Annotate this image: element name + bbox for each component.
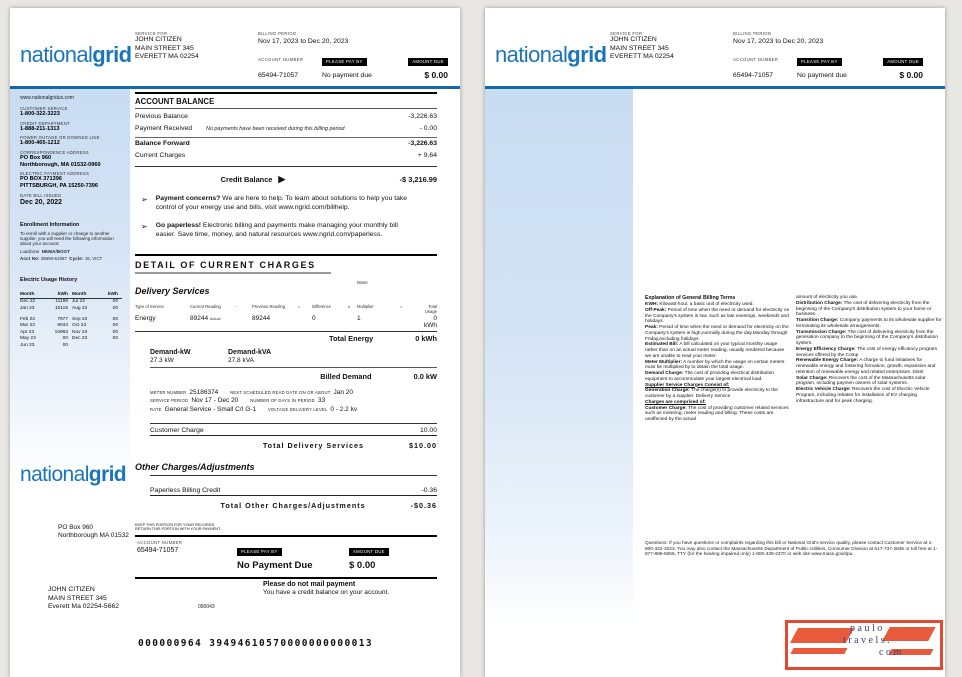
usage-history-title: Electric Usage History bbox=[20, 276, 78, 283]
section-divider bbox=[150, 475, 437, 476]
enrollment-title: Enrollment Information bbox=[20, 221, 80, 228]
credit-balance-row: Credit Balance ▶ -$ 3,216.99 bbox=[220, 174, 437, 184]
nationalgrid-logo bbox=[20, 42, 131, 68]
go-paperless-notice: ➢ Go paperless! Electronic billing and payments make managing your monthly bill easier. Save time, money, and natural resources www.ngrid.com/paperless. bbox=[141, 222, 398, 238]
billing-terms-left-column: Explanation of General Billing Terms KWH: Kilowatt-hour, a basic unit of electricity used. Off-Peak: Period of time when the need or demand for electricity on the Company's system is low, such as late evenings, weekends and holidays. Peak: Period of time when the need or demand for electricity on the Company's system is high,normally during the day,Monday through Friday,excluding holidays Estimated Bill: A bill calculated on your typical monthly usage rather than on an actual meter reading, usually rendered because we are unable to read your meter. Meter Multiplier: A number by which the usage on certain meters must be multiplied by to obtain the total usage. Demand Charge: The cost of providing electrical distribution equipment to accommodate your largest electrical load. Supplier Service Charges Consist of: Generation Charge: The charge(s) to provide electricity to the customer by a supplier. Delivery Service Charges are comprised of: Customer Charge: The cost of providing customer related services such as metering, meter reading and billing. These costs are unaffected by the actual bbox=[645, 295, 790, 422]
demand-values-row: 27.3 kW 27.8 kVA bbox=[150, 356, 437, 368]
website-link: www.nationalgridus.com bbox=[20, 95, 74, 101]
usage-row: Jan 23 10115 Aug 23 00 bbox=[20, 305, 118, 311]
electric-payment-line1: PO BOX 371396 bbox=[20, 176, 62, 182]
nationalgrid-logo: nationalgrid bbox=[495, 42, 607, 67]
detail-charges-title: DETAIL OF CURRENT CHARGES bbox=[135, 254, 437, 274]
power-outage-phone: 1-800-465-1212 bbox=[20, 140, 60, 146]
other-charges-title: Other Charges/Adjustments bbox=[135, 461, 255, 472]
credit-department-label: CREDIT DEPARTMENT bbox=[20, 120, 70, 126]
correspondence-line2: Northborough, MA 01532-0960 bbox=[20, 161, 101, 168]
billed-demand-row: Billed Demand 0.0 kW bbox=[320, 371, 437, 381]
power-outage-label: POWER OUTAGE OR DOWNED LINE bbox=[20, 135, 100, 140]
bill-page-front bbox=[10, 8, 460, 677]
previous-balance-row: Previous Balance -3,226.63 bbox=[135, 112, 437, 120]
stub-pay-by-badge: PLEASE PAY BY bbox=[237, 548, 282, 556]
mailing-address: JOHN CITIZEN MAIN STREET 345 Everett Ma 02254-5662 bbox=[48, 586, 120, 611]
paulo-travels-stamp bbox=[785, 620, 943, 670]
blank-sidebar-panel bbox=[485, 89, 633, 629]
billing-period-label: BILLING PERIOD bbox=[258, 31, 297, 36]
cycle-label: Cycle: bbox=[69, 255, 84, 261]
right-triangle-icon: ▶ bbox=[278, 174, 286, 184]
correspondence-label: CORRESPONDENCE ADDRESS bbox=[20, 149, 89, 155]
delivery-services-title: Delivery Services bbox=[135, 286, 210, 297]
please-pay-by-badge: PLEASE PAY BY bbox=[797, 58, 842, 66]
billing-values-row bbox=[258, 70, 448, 80]
please-pay-by-value: No payment due bbox=[322, 71, 372, 79]
loadzone-value: NEMA/BOST bbox=[41, 248, 70, 254]
stub-amount-due-value: $ 0.00 bbox=[349, 560, 376, 572]
usage-row: May 23 00 Dec 23 00 bbox=[20, 336, 118, 342]
account-balance-title: ACCOUNT BALANCE bbox=[135, 92, 437, 109]
account-number-label: ACCOUNT NUMBER bbox=[258, 56, 304, 62]
billing-period-value: Nov 17, 2023 to Dec 20, 2023 bbox=[258, 38, 349, 45]
enrollment-text: To enroll with a supplier or change to another supplier, you will need the following information about your account: bbox=[20, 230, 114, 247]
billing-summary-block bbox=[258, 31, 448, 80]
logo-text-national: national bbox=[20, 42, 93, 67]
arrow-bullet-icon: ➢ bbox=[141, 195, 148, 204]
arrow-bullet-icon: ➢ bbox=[141, 222, 148, 232]
bill-main-column bbox=[135, 92, 437, 579]
acct-no-row bbox=[20, 256, 130, 261]
meter-column-label: Meter bbox=[357, 280, 368, 286]
paperless-credit-row: Paperless Billing Credit -0.36 bbox=[150, 479, 437, 496]
customer-charge-row: Customer Charge 10.00 bbox=[150, 426, 437, 434]
delivery-table-header: Type of Service Current Reading - Previous Reading = Difference x Multiplier = Total Usage bbox=[135, 304, 437, 315]
payment-stub bbox=[135, 535, 437, 579]
usage-row: Jun 23 00 bbox=[20, 342, 68, 348]
stamp-stripe bbox=[790, 648, 847, 654]
service-address-block: SERVICE FOR JOHN CITIZEN MAIN STREET 345 EVERETT MA 02254 bbox=[610, 31, 674, 61]
do-not-mail-note: Please do not mail payment You have a credit balance on your account. bbox=[263, 581, 390, 597]
service-address-line1: MAIN STREET 345 bbox=[135, 44, 194, 52]
please-pay-by-badge: PLEASE PAY BY bbox=[322, 58, 367, 66]
keep-portion-note: KEEP THIS PORTION FOR YOUR RECORDS. RETURN THIS PORTION WITH YOUR PAYMENT. bbox=[135, 522, 221, 532]
customer-service-phone: 1-800-322-3223 bbox=[20, 111, 60, 117]
logo-text-grid: grid bbox=[92, 42, 132, 67]
usage-history-table bbox=[20, 292, 122, 349]
ocr-scanline: 000000964 39494610570000000000013 bbox=[138, 638, 373, 649]
credit-balance-value: -$ 3,216.99 bbox=[399, 175, 437, 184]
service-for-label: SERVICE FOR bbox=[135, 31, 168, 36]
form-number: 090043 bbox=[198, 604, 215, 610]
cycle-value: 15, VICT bbox=[84, 255, 103, 261]
date-issued-value: Dec 20, 2022 bbox=[20, 198, 63, 206]
stub-account-label: ACCOUNT NUMBER bbox=[137, 540, 183, 546]
section-divider bbox=[150, 423, 437, 424]
balance-forward-row: Balance Forward -3,226.63 bbox=[135, 137, 437, 153]
stamp-text-travels: travels. bbox=[843, 635, 893, 646]
stub-pay-by-value: No Payment Due bbox=[237, 560, 313, 572]
amount-due-value: $ 0.00 bbox=[424, 70, 448, 80]
loadzone-row bbox=[20, 249, 130, 254]
correspondence-line1: PO Box 960 bbox=[20, 154, 52, 161]
energy-reading-row: Energy 89244 Actual 89244 0 1 0 kWh bbox=[135, 314, 437, 332]
electric-payment-label: ELECTRIC PAYMENT ADDRESS bbox=[20, 171, 90, 176]
customer-name: JOHN CITIZEN bbox=[135, 36, 182, 43]
stamp-text-com: com bbox=[879, 647, 904, 658]
bill-page-back bbox=[485, 8, 945, 677]
total-energy-row: Total Energy 0 kWh bbox=[329, 334, 437, 344]
acct-no-label: Acct No: bbox=[20, 255, 40, 261]
electric-payment-line2: PITTSBURGH, PA 15250-7396 bbox=[20, 183, 99, 189]
acct-no-value: 39494-61057 bbox=[40, 255, 67, 261]
account-number-value: 65494-71057 bbox=[258, 71, 299, 79]
credit-department-phone: 1-888-211-1313 bbox=[20, 125, 60, 132]
billing-labels-row bbox=[258, 50, 448, 68]
service-address-line2: EVERETT MA 02254 bbox=[135, 53, 199, 61]
payment-received-row: Payment Received No payments have been received during this billing period - 0.00 bbox=[135, 124, 437, 132]
current-charges-row: Current Charges + 9.64 bbox=[135, 152, 437, 167]
contact-sidebar bbox=[10, 89, 130, 481]
total-delivery-row: Total Delivery Services $10.00 bbox=[262, 440, 437, 450]
billing-terms-right-column: amount of electricity you use. Distribution Charge: The cost of delivering electricity from the beginning of the Company's distribution system to your home or business. Transition Charge: Company payments to its wholesale supplier for terminating its wholesale arrangements. Transmission Charge: The cost of delivering electricity from the generation company to the beginning of the Company's distribution system. Energy Efficiency Charge: The cost of energy efficiency program services offered by the Comp Renewable Energy Charge: A charge to fund initiatives for renewable energy and fostering formation, growth, expansion and retention of renewable energy and related enterprises. Distri Solar Charge: Recovers the cost of the Massachusetts solar program, including paymen owners of solar systems. Electric Vehicle Charge: Recovers the cost of Electric Vehicle Program, including rebates for installation of EV charging infrastructure and for peak charging. bbox=[796, 295, 942, 404]
customer-service-label: CUSTOMER SERVICE bbox=[20, 106, 68, 111]
amount-due-badge: AMOUNT DUE bbox=[883, 58, 923, 66]
usage-header-row: Month kWh Month kWh bbox=[20, 292, 122, 299]
loadzone-label: Loadzone bbox=[20, 248, 40, 254]
meter-info-lines: METER NUMBER 25186374 NEXT SCHEDULED READ DATE ON OR ABOUT Jan 20 SERVICE PERIOD Nov 17 - Dec 20 NUMBER OF DAYS IN PERIOD 33 RATE General Service - Small C/I G-1 VOLTAGE DELIVERY LEVEL 0 - 2.2 kv bbox=[150, 388, 358, 414]
stub-account-value: 65494-71057 bbox=[137, 547, 179, 555]
questions-paragraph: Questions: If you have questions or complaints regarding this bill or National Grid's service quality, please contact Customer Service at 1-800-322-3223. You may also contact the Massachusetts Department of Public Utilities, Consumer Division at 617-737-2836 or toll free at 1-877-886-5066, TTY (for the hearing impaired only) 1-800-439-2370 or web site www.mass.gov/dpu. bbox=[645, 541, 938, 558]
total-other-row: Total Other Charges/Adjustments -$0.36 bbox=[220, 500, 437, 510]
terms-title: Explanation of General Billing Terms bbox=[645, 295, 736, 301]
remit-address: PO Box 960 Northborough MA 01532 bbox=[58, 524, 129, 540]
usage-row: Apr 23 10983 Nov 23 00 bbox=[20, 329, 118, 335]
usage-row: Dec 22 11196 Jul 23 00 bbox=[20, 299, 118, 305]
service-address-block bbox=[135, 31, 253, 62]
payment-concerns-notice: ➢ Payment concerns? We are here to help. To learn about solutions to help you take control of your energy use and bills, visit www.ngrid.com/billhelp. bbox=[141, 195, 408, 211]
date-issued-label: DATE BILL ISSUED bbox=[20, 192, 62, 198]
billing-summary-block: BILLING PERIOD Nov 17, 2023 to Dec 20, 2023 ACCOUNT NUMBER PLEASE PAY BY AMOUNT DUE 65494-71057 No payment due $ 0.00 bbox=[733, 31, 923, 80]
usage-row: Feb 23 7977 Sep 23 00 bbox=[20, 316, 118, 322]
stub-amount-due-badge: AMOUNT DUE bbox=[349, 548, 389, 556]
stamp-text-paulo: paulo bbox=[850, 623, 885, 634]
payment-note: No payments have been received during this billing period bbox=[206, 125, 345, 132]
usage-row: Mar 23 9044 Oct 23 00 bbox=[20, 323, 118, 329]
amount-due-badge: AMOUNT DUE bbox=[408, 58, 448, 66]
nationalgrid-remit-logo: nationalgrid bbox=[20, 463, 127, 486]
demand-labels-row: Demand-kW Demand-kVA bbox=[150, 349, 272, 357]
